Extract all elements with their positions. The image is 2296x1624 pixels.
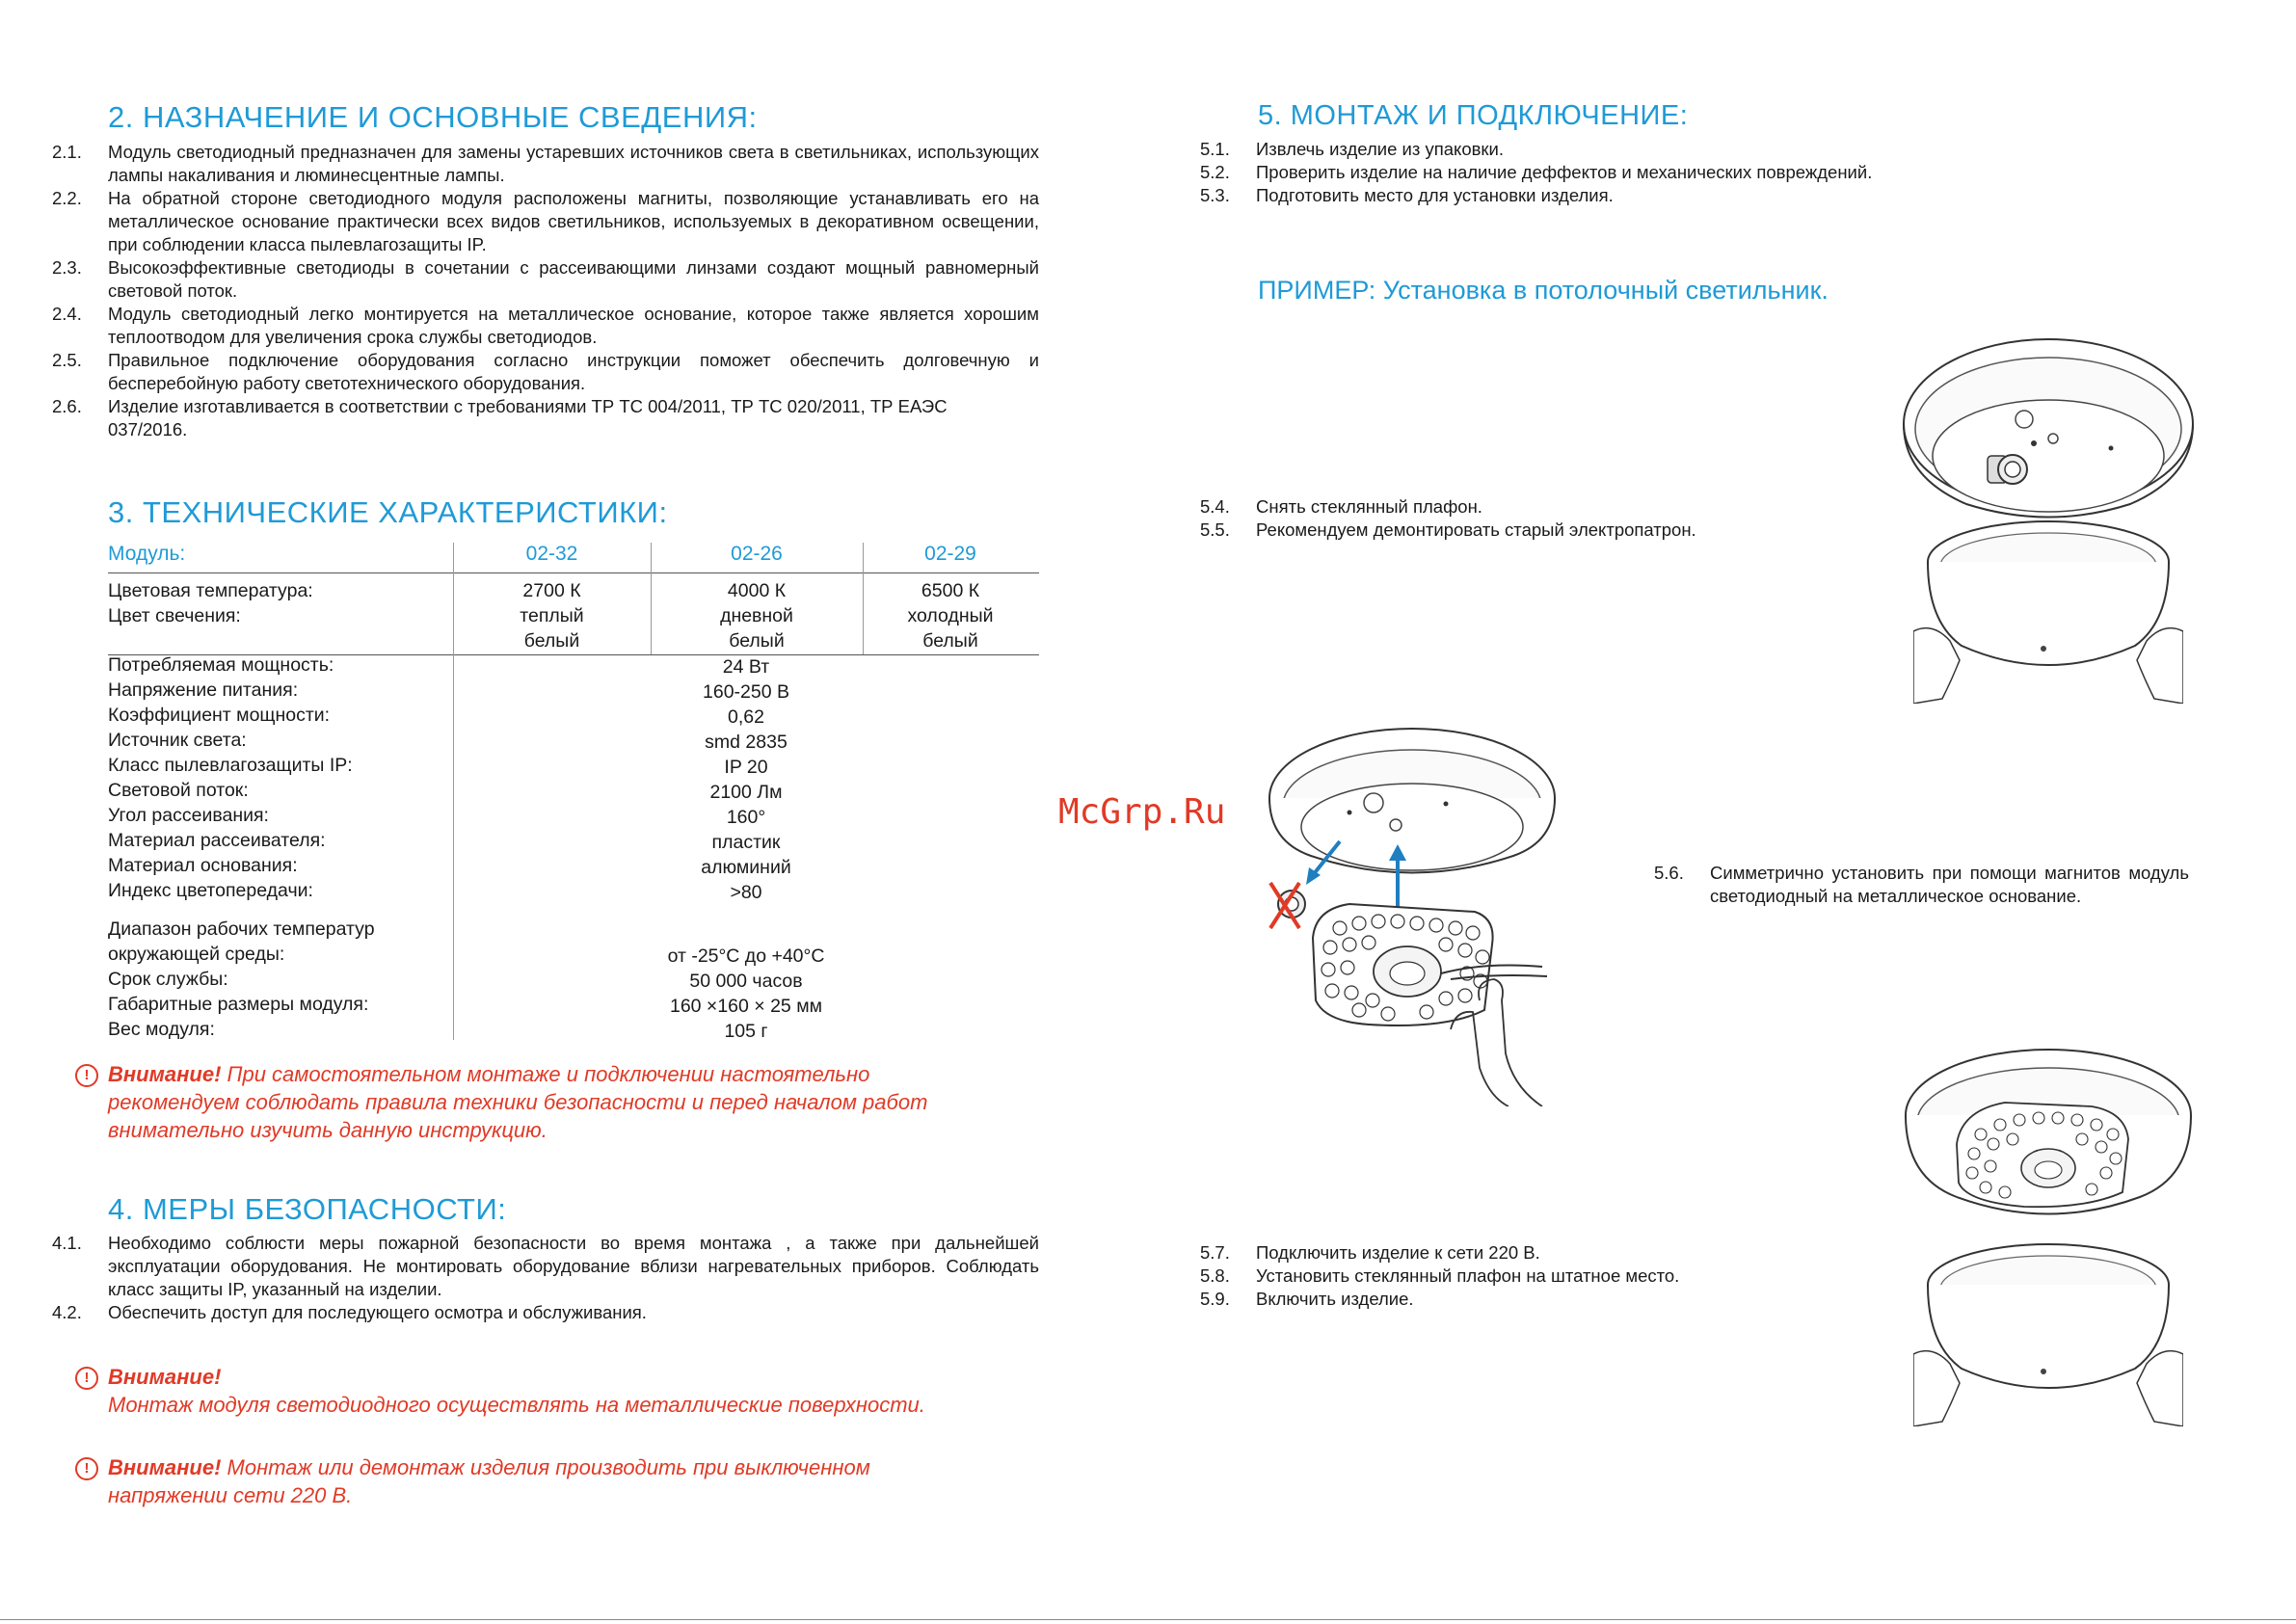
spec-label: Цветовая температура: — [108, 580, 313, 601]
spec-label: Световой поток: — [108, 780, 249, 801]
list-item — [1200, 519, 1875, 542]
item-text: Снять стеклянный плафон. — [1256, 496, 1482, 517]
color-value: холодный — [907, 605, 994, 626]
item-text: Модуль светодиодный предназначен для замены устаревших источников света в светильниках, использующих лампы накаливания и люминесцентные лампы. — [108, 142, 1039, 185]
item-text: Подключить изделие к сети 220 В. — [1256, 1242, 1540, 1263]
item-text: На обратной стороне светодиодного модуля расположены магниты, позволяющие устанавливать его на металлическое основание практически всех видов светильников, используемых в декоративном освещении, при соблюдении класса пылевлагозащиты IP. — [108, 188, 1039, 254]
warning-text: внимательно изучить данную инструкцию. — [108, 1118, 547, 1142]
item-text: Включить изделие. — [1256, 1289, 1414, 1309]
item-number: 5.1. — [1200, 139, 1230, 159]
list-item — [1200, 1265, 1875, 1288]
section-3-title: 3. ТЕХНИЧЕСКИЕ ХАРАКТЕРИСТИКИ: — [108, 495, 668, 529]
spec-value: IP 20 — [724, 757, 768, 778]
spec-value: 2100 Лм — [709, 782, 783, 803]
cct-value: 2700 К — [522, 580, 581, 601]
item-text: Изделие изготавливается в соответствии с требованиями ТР ТС 004/2011, ТР ТС 020/2011, ТР ЕАЭС 037/2016. — [108, 396, 948, 439]
list-item — [1200, 1288, 1875, 1311]
spec-label: Потребляемая мощность: — [108, 654, 334, 676]
spec-value: 0,62 — [728, 706, 764, 728]
spec-label: Угол рассеивания: — [108, 805, 269, 826]
spec-value: 160 ×160 × 25 мм — [669, 996, 823, 1017]
spec-label: Габаритные размеры модуля: — [108, 994, 369, 1015]
list-item — [52, 256, 1039, 303]
spec-label: Индекс цветопередачи: — [108, 880, 313, 901]
list-item — [1200, 184, 1971, 207]
item-number: 2.5. — [52, 350, 82, 370]
spec-label: Цвет свечения: — [108, 605, 241, 626]
cct-value: 6500 К — [921, 580, 980, 601]
table-header-col1: 02-32 — [525, 543, 578, 565]
spec-label: окружающей среды: — [108, 944, 285, 965]
warning-text: Монтаж или демонтаж изделия производить при выключенном — [221, 1455, 870, 1479]
spec-label: Вес модуля: — [108, 1019, 215, 1040]
spec-value: алюминий — [701, 857, 791, 878]
item-number: 2.3. — [52, 257, 82, 278]
spec-label: Коэффициент мощности: — [108, 705, 331, 726]
section-5-title: 5. МОНТАЖ И ПОДКЛЮЧЕНИЕ: — [1258, 100, 1689, 131]
item-number: 5.2. — [1200, 162, 1230, 182]
spec-value: 160° — [726, 807, 766, 828]
cct-value: 4000 К — [727, 580, 787, 601]
module-mounting-illustration — [1253, 721, 1571, 1106]
item-number: 5.9. — [1200, 1289, 1230, 1309]
spec-value: 50 000 часов — [689, 971, 803, 992]
item-number: 5.4. — [1200, 496, 1230, 517]
warning-icon: ! — [75, 1064, 98, 1087]
item-number: 4.1. — [52, 1233, 82, 1253]
page-bottom-border — [0, 1619, 2296, 1620]
spec-value: 105 г — [724, 1021, 768, 1042]
glass-shade-illustration — [1913, 516, 2183, 704]
table-header-col3: 02-29 — [924, 543, 976, 565]
item-text: Извлечь изделие из упаковки. — [1256, 139, 1505, 159]
item-text: Установить стеклянный плафон на штатное место. — [1256, 1265, 1680, 1286]
warning-icon: ! — [75, 1457, 98, 1480]
spec-label: Диапазон рабочих температур — [108, 918, 375, 940]
item-text: Необходимо соблюсти меры пожарной безопасности во время монтажа , а также при дальнейшей эксплуатации оборудования. Не монтировать оборудование вблизи нагревательных приборов. Соблюдать класс защиты IP, указанный на изделии. — [108, 1233, 1039, 1299]
list-item — [1200, 138, 1971, 161]
warning-text: рекомендуем соблюдать правила техники безопасности и перед началом работ — [108, 1090, 928, 1114]
item-number: 5.3. — [1200, 185, 1230, 205]
table-divider — [108, 572, 1039, 573]
list-item — [1200, 161, 1971, 184]
item-text: Модуль светодиодный легко монтируется на металлическое основание, которое также является хорошим теплоотводом для увеличения срока службы светодиодов. — [108, 304, 1039, 347]
spec-label: Материал основания: — [108, 855, 298, 876]
table-header-label: Модуль: — [108, 543, 186, 565]
warning-1 — [108, 1060, 927, 1144]
color-value: дневной — [720, 605, 793, 626]
item-number: 2.2. — [52, 188, 82, 208]
item-number: 5.7. — [1200, 1242, 1230, 1263]
color-value: белый — [729, 630, 785, 652]
warning-text: напряжении сети 220 В. — [108, 1483, 353, 1507]
list-item — [52, 1232, 1039, 1301]
list-item — [1200, 495, 1875, 519]
warning-text: При самостоятельном монтаже и подключении настоятельно — [221, 1062, 870, 1086]
warning-2 — [108, 1363, 925, 1419]
spec-value: пластик — [711, 832, 781, 853]
item-number: 2.4. — [52, 304, 82, 324]
list-item — [52, 187, 1039, 256]
spec-value: 24 Вт — [722, 656, 770, 678]
spec-value: >80 — [730, 882, 762, 903]
item-text: Высокоэффективные светодиоды в сочетании с рассеивающими линзами создают мощный равномерный световой поток. — [108, 257, 1039, 301]
spec-value: smd 2835 — [705, 732, 788, 753]
spec-label: Напряжение питания: — [108, 679, 299, 701]
item-number: 2.1. — [52, 142, 82, 162]
installed-module-illustration — [1899, 1043, 2198, 1231]
warning-3 — [108, 1453, 870, 1509]
spec-label: Срок службы: — [108, 969, 228, 990]
spec-label: Класс пылевлагозащиты IP: — [108, 755, 353, 776]
item-text: Подготовить место для установки изделия. — [1256, 185, 1614, 205]
list-item — [52, 141, 1039, 187]
list-item — [52, 349, 1039, 395]
glass-shade-illustration-2 — [1913, 1238, 2183, 1426]
color-value: теплый — [520, 605, 584, 626]
list-item — [1654, 862, 2189, 908]
table-header-col2: 02-26 — [731, 543, 783, 565]
item-number: 4.2. — [52, 1302, 82, 1322]
example-title: ПРИМЕР: Установка в потолочный светильник. — [1258, 276, 1829, 305]
watermark: McGrp.Ru — [1058, 792, 1226, 832]
list-item — [52, 303, 1039, 349]
item-text: Обеспечить доступ для последующего осмотра и обслуживания. — [108, 1302, 647, 1322]
warning-text: Монтаж модуля светодиодного осуществлять на металлические поверхности. — [108, 1393, 925, 1417]
color-value: белый — [922, 630, 978, 652]
item-text: Правильное подключение оборудования согласно инструкции поможет обеспечить долговечную и бесперебойную работу светотехнического оборудования. — [108, 350, 1039, 393]
section-4-title: 4. МЕРЫ БЕЗОПАСНОСТИ: — [108, 1192, 507, 1226]
spec-label: Материал рассеивателя: — [108, 830, 326, 851]
list-item — [52, 395, 1039, 441]
warning-bold: Внимание! — [108, 1455, 222, 1479]
spec-value: 160-250 В — [703, 681, 789, 703]
list-item — [1200, 1241, 1875, 1265]
warning-bold: Внимание! — [108, 1365, 222, 1389]
item-number: 5.8. — [1200, 1265, 1230, 1286]
item-text: Рекомендуем демонтировать старый электропатрон. — [1256, 519, 1696, 540]
item-text: Проверить изделие на наличие деффектов и механических повреждений. — [1256, 162, 1873, 182]
item-number: 5.6. — [1654, 863, 1684, 883]
section-2-title: 2. НАЗНАЧЕНИЕ И ОСНОВНЫЕ СВЕДЕНИЯ: — [108, 100, 758, 134]
warning-icon: ! — [75, 1367, 98, 1390]
color-value: белый — [523, 630, 580, 652]
warning-bold: Внимание! — [108, 1062, 222, 1086]
spec-value: от -25°С до +40°С — [667, 945, 825, 967]
item-text: Симметрично установить при помощи магнитов модуль светодиодный на металлическое основание. — [1710, 863, 2189, 906]
list-item — [52, 1301, 1039, 1324]
item-number: 5.5. — [1200, 519, 1230, 540]
item-number: 2.6. — [52, 396, 82, 416]
spec-label: Источник света: — [108, 730, 247, 751]
